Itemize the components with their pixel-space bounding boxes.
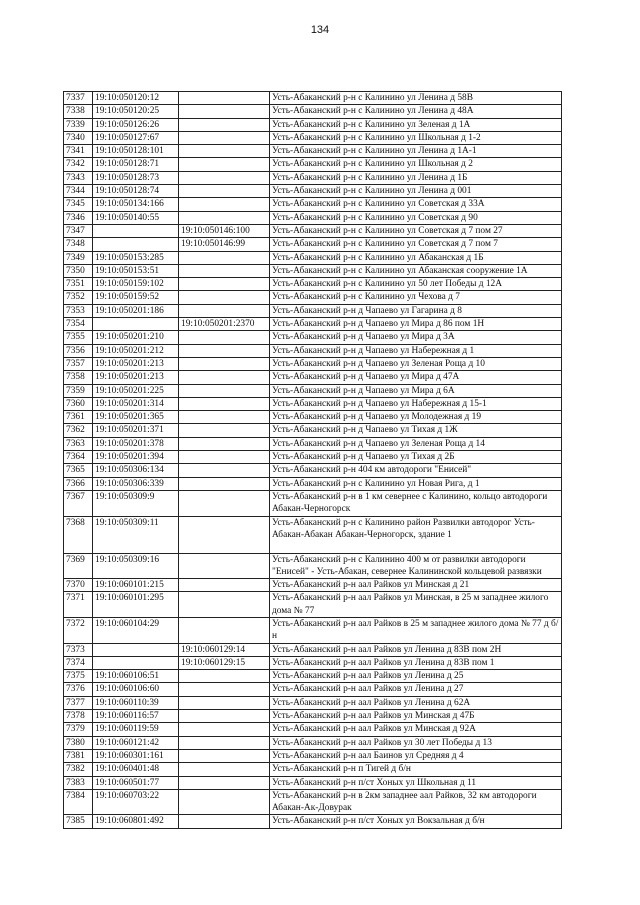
- address-cell: Усть-Абаканский р-н аал Райков ул Минская д 92А: [270, 723, 562, 736]
- cadastral-number-cell: 19:10:050201:186: [93, 304, 179, 317]
- premises-number-cell: [179, 789, 270, 815]
- table-row: [64, 464, 562, 477]
- table-row: [64, 264, 562, 277]
- table-row: [64, 105, 562, 118]
- table-row: [64, 763, 562, 776]
- address-cell: Усть-Абаканский р-н д Чапаево ул Молодежная д 19: [270, 411, 562, 424]
- cadastral-number-cell: [93, 238, 179, 251]
- cadastral-number-cell: 19:10:050126:26: [93, 118, 179, 131]
- address-cell: Усть-Абаканский р-н с Калинино ул Ленина д 48А: [270, 105, 562, 118]
- table-row: [64, 683, 562, 696]
- address-cell: Усть-Абаканский р-н аал Райков ул Ленина д 27: [270, 683, 562, 696]
- premises-number-cell: [179, 411, 270, 424]
- row-number-cell: 7348: [64, 238, 93, 251]
- row-number-cell: 7364: [64, 451, 93, 464]
- cadastral-number-cell: 19:10:050127:67: [93, 131, 179, 144]
- premises-number-cell: 19:10:050201:2370: [179, 318, 270, 331]
- address-cell: Усть-Абаканский р-н с Калинино ул Новая Рига, д 1: [270, 477, 562, 490]
- cadastral-number-cell: [93, 643, 179, 656]
- row-number-cell: 7374: [64, 656, 93, 669]
- table-row: [64, 371, 562, 384]
- cadastral-number-cell: 19:10:050201:365: [93, 411, 179, 424]
- premises-number-cell: [179, 397, 270, 410]
- table-row: [64, 579, 562, 592]
- cadastral-number-cell: 19:10:060101:295: [93, 592, 179, 618]
- cadastral-number-cell: 19:10:060101:215: [93, 579, 179, 592]
- cadastral-number-cell: 19:10:050201:314: [93, 397, 179, 410]
- table-row: [64, 158, 562, 171]
- row-number-cell: 7384: [64, 789, 93, 815]
- cadastral-number-cell: [93, 318, 179, 331]
- address-cell: Усть-Абаканский р-н д Чапаево ул Тихая д 1Ж: [270, 424, 562, 437]
- address-cell: Усть-Абаканский р-н с Калинино ул Советская д 33А: [270, 198, 562, 211]
- address-cell: Усть-Абаканский р-н д Чапаево ул Мира д 3А: [270, 331, 562, 344]
- row-number-cell: 7376: [64, 683, 93, 696]
- premises-number-cell: [179, 357, 270, 370]
- cadastral-number-cell: 19:10:050306:339: [93, 477, 179, 490]
- address-cell: Усть-Абаканский р-н аал Райков ул 30 лет Победы д 13: [270, 736, 562, 749]
- premises-number-cell: [179, 331, 270, 344]
- premises-number-cell: [179, 579, 270, 592]
- row-number-cell: 7370: [64, 579, 93, 592]
- table-row: [64, 710, 562, 723]
- table-row: [64, 617, 562, 643]
- table-row: [64, 185, 562, 198]
- address-cell: Усть-Абаканский р-н с Калинино ул Советская д 7 пом 7: [270, 238, 562, 251]
- premises-number-cell: [179, 171, 270, 184]
- table-row: [64, 145, 562, 158]
- premises-number-cell: [179, 344, 270, 357]
- premises-number-cell: [179, 723, 270, 736]
- row-number-cell: 7349: [64, 251, 93, 264]
- address-cell: Усть-Абаканский р-н с Калинино ул Ленина д 001: [270, 185, 562, 198]
- address-cell: Усть-Абаканский р-н аал Райков ул Ленина д 25: [270, 670, 562, 683]
- address-cell: Усть-Абаканский р-н с Калинино ул Советская д 7 пом 27: [270, 224, 562, 237]
- premises-number-cell: 19:10:050146:100: [179, 224, 270, 237]
- row-number-cell: 7381: [64, 749, 93, 762]
- table-row: [64, 749, 562, 762]
- table-row: [64, 171, 562, 184]
- premises-number-cell: [179, 384, 270, 397]
- premises-number-cell: [179, 185, 270, 198]
- premises-number-cell: [179, 291, 270, 304]
- row-number-cell: 7366: [64, 477, 93, 490]
- table-row: [64, 643, 562, 656]
- premises-number-cell: 19:10:060129:15: [179, 656, 270, 669]
- premises-number-cell: [179, 490, 270, 516]
- premises-number-cell: [179, 696, 270, 709]
- table-row: [64, 437, 562, 450]
- row-number-cell: 7353: [64, 304, 93, 317]
- premises-number-cell: [179, 763, 270, 776]
- row-number-cell: 7368: [64, 516, 93, 553]
- row-number-cell: 7371: [64, 592, 93, 618]
- cadastral-number-cell: 19:10:060801:492: [93, 815, 179, 828]
- premises-number-cell: [179, 145, 270, 158]
- row-number-cell: 7359: [64, 384, 93, 397]
- cadastral-number-cell: 19:10:060104:29: [93, 617, 179, 643]
- cadastral-number-cell: 19:10:050201:371: [93, 424, 179, 437]
- row-number-cell: 7380: [64, 736, 93, 749]
- address-cell: Усть-Абаканский р-н п/ст Хоных ул Вокзальная д б/н: [270, 815, 562, 828]
- row-number-cell: 7375: [64, 670, 93, 683]
- cadastral-number-cell: 19:10:050201:225: [93, 384, 179, 397]
- cadastral-number-cell: 19:10:050201:378: [93, 437, 179, 450]
- premises-number-cell: [179, 464, 270, 477]
- table-row: [64, 776, 562, 789]
- address-cell: Усть-Абаканский р-н д Чапаево ул Гагарина д 8: [270, 304, 562, 317]
- cadastral-number-cell: 19:10:060116:57: [93, 710, 179, 723]
- table-row: [64, 224, 562, 237]
- table-row: [64, 251, 562, 264]
- premises-number-cell: [179, 617, 270, 643]
- row-number-cell: 7378: [64, 710, 93, 723]
- table-row: [64, 723, 562, 736]
- cadastral-number-cell: 19:10:060401:48: [93, 763, 179, 776]
- address-cell: Усть-Абаканский р-н с Калинино ул Ленина д 1А-1: [270, 145, 562, 158]
- row-number-cell: 7345: [64, 198, 93, 211]
- cadastral-number-cell: 19:10:050153:285: [93, 251, 179, 264]
- premises-number-cell: 19:10:060129:14: [179, 643, 270, 656]
- premises-number-cell: [179, 437, 270, 450]
- row-number-cell: 7377: [64, 696, 93, 709]
- address-cell: Усть-Абаканский р-н аал Райков ул Ленина д 62А: [270, 696, 562, 709]
- cadastral-number-cell: 19:10:060106:51: [93, 670, 179, 683]
- cadastral-number-cell: 19:10:050153:51: [93, 264, 179, 277]
- address-cell: Усть-Абаканский р-н аал Райков в 25 м западнее жилого дома № 77 д б/н: [270, 617, 562, 643]
- table-row: [64, 131, 562, 144]
- table-row: [64, 490, 562, 516]
- table-row: [64, 451, 562, 464]
- address-cell: Усть-Абаканский р-н аал Райков ул Минская д 21: [270, 579, 562, 592]
- cadastral-number-cell: 19:10:050306:134: [93, 464, 179, 477]
- premises-number-cell: [179, 516, 270, 553]
- cadastral-number-cell: 19:10:060121:42: [93, 736, 179, 749]
- premises-number-cell: [179, 592, 270, 618]
- page-number: 134: [310, 24, 330, 36]
- row-number-cell: 7346: [64, 211, 93, 224]
- row-number-cell: 7365: [64, 464, 93, 477]
- row-number-cell: 7357: [64, 357, 93, 370]
- row-number-cell: 7360: [64, 397, 93, 410]
- premises-number-cell: [179, 371, 270, 384]
- address-cell: Усть-Абаканский р-н аал Райков ул Минская д 47Б: [270, 710, 562, 723]
- address-cell: Усть-Абаканский р-н в 1 км севернее с Калинино, кольцо автодороги Абакан-Черногорск: [270, 490, 562, 516]
- premises-number-cell: 19:10:050146:99: [179, 238, 270, 251]
- address-cell: Усть-Абаканский р-н с Калинино ул Ленина д 58В: [270, 92, 562, 105]
- cadastral-number-cell: [93, 224, 179, 237]
- address-cell: Усть-Абаканский р-н с Калинино район Развилки автодорог Усть-Абакан-Абакан Абакан-Черногорск, здание 1: [270, 516, 562, 553]
- address-cell: Усть-Абаканский р-н с Калинино ул Советская д 90: [270, 211, 562, 224]
- premises-number-cell: [179, 749, 270, 762]
- cadastral-number-cell: 19:10:050159:102: [93, 278, 179, 291]
- cadastral-number-cell: 19:10:060106:60: [93, 683, 179, 696]
- row-number-cell: 7383: [64, 776, 93, 789]
- table-row: [64, 670, 562, 683]
- row-number-cell: 7344: [64, 185, 93, 198]
- address-cell: Усть-Абаканский р-н аал Баинов ул Средняя д 4: [270, 749, 562, 762]
- address-cell: Усть-Абаканский р-н д Чапаево ул Набережная д 15-1: [270, 397, 562, 410]
- address-cell: Усть-Абаканский р-н аал Райков ул Минская, в 25 м западнее жилого дома № 77: [270, 592, 562, 618]
- address-cell: Усть-Абаканский р-н д Чапаево ул Набережная д 1: [270, 344, 562, 357]
- address-cell: Усть-Абаканский р-н с Калинино 400 м от развилки автодороги "Енисей" - Усть-Абакан, севернее Калининской кольцевой развязки: [270, 553, 562, 579]
- cadastral-number-cell: 19:10:050134:166: [93, 198, 179, 211]
- table-row: [64, 815, 562, 828]
- address-cell: Усть-Абаканский р-н с Калинино ул Абаканская сооружение 1А: [270, 264, 562, 277]
- table-row: [64, 411, 562, 424]
- cadastral-number-cell: 19:10:060301:161: [93, 749, 179, 762]
- table-row: [64, 291, 562, 304]
- cadastral-number-cell: 19:10:050128:71: [93, 158, 179, 171]
- address-cell: Усть-Абаканский р-н с Калинино ул Школьная д 2: [270, 158, 562, 171]
- row-number-cell: 7350: [64, 264, 93, 277]
- cadastral-number-cell: 19:10:050309:11: [93, 516, 179, 553]
- row-number-cell: 7361: [64, 411, 93, 424]
- address-cell: Усть-Абаканский р-н 404 км автодороги "Енисей": [270, 464, 562, 477]
- row-number-cell: 7352: [64, 291, 93, 304]
- premises-number-cell: [179, 278, 270, 291]
- premises-number-cell: [179, 131, 270, 144]
- address-cell: Усть-Абаканский р-н в 2км западнее аал Райков, 32 км автодороги Абакан-Ак-Довурак: [270, 789, 562, 815]
- address-cell: Усть-Абаканский р-н с Калинино ул 50 лет Победы д 12А: [270, 278, 562, 291]
- table-row: [64, 211, 562, 224]
- table-row: [64, 198, 562, 211]
- row-number-cell: 7385: [64, 815, 93, 828]
- address-cell: Усть-Абаканский р-н д Чапаево ул Зеленая Роща д 14: [270, 437, 562, 450]
- address-cell: Усть-Абаканский р-н с Калинино ул Ленина д 1Б: [270, 171, 562, 184]
- table-row: [64, 278, 562, 291]
- row-number-cell: 7342: [64, 158, 93, 171]
- table-row: [64, 357, 562, 370]
- row-number-cell: 7372: [64, 617, 93, 643]
- row-number-cell: 7373: [64, 643, 93, 656]
- row-number-cell: 7339: [64, 118, 93, 131]
- premises-number-cell: [179, 553, 270, 579]
- premises-number-cell: [179, 304, 270, 317]
- premises-number-cell: [179, 251, 270, 264]
- table-row: [64, 304, 562, 317]
- cadastral-number-cell: 19:10:050309:9: [93, 490, 179, 516]
- table-row: [64, 331, 562, 344]
- address-cell: Усть-Абаканский р-н д Чапаево ул Зеленая Роща д 10: [270, 357, 562, 370]
- address-cell: Усть-Абаканский р-н п/ст Хоных ул Школьная д 11: [270, 776, 562, 789]
- premises-number-cell: [179, 477, 270, 490]
- cadastral-number-cell: 19:10:050140:55: [93, 211, 179, 224]
- premises-number-cell: [179, 198, 270, 211]
- cadastral-number-cell: 19:10:060501:77: [93, 776, 179, 789]
- premises-number-cell: [179, 424, 270, 437]
- cadastral-number-cell: 19:10:050128:73: [93, 171, 179, 184]
- premises-number-cell: [179, 815, 270, 828]
- premises-number-cell: [179, 264, 270, 277]
- table-row: [64, 789, 562, 815]
- premises-number-cell: [179, 710, 270, 723]
- table-row: [64, 736, 562, 749]
- address-cell: Усть-Абаканский р-н с Калинино ул Зеленая д 1А: [270, 118, 562, 131]
- address-cell: Усть-Абаканский р-н д Чапаево ул Тихая д 2Б: [270, 451, 562, 464]
- address-cell: Усть-Абаканский р-н д Чапаево ул Мира д 86 пом 1Н: [270, 318, 562, 331]
- row-number-cell: 7341: [64, 145, 93, 158]
- address-cell: Усть-Абаканский р-н аал Райков ул Ленина д 83В пом 2Н: [270, 643, 562, 656]
- premises-number-cell: [179, 683, 270, 696]
- address-cell: Усть-Абаканский р-н с Калинино ул Чехова д 7: [270, 291, 562, 304]
- premises-number-cell: [179, 736, 270, 749]
- cadastral-number-cell: 19:10:050128:101: [93, 145, 179, 158]
- table-row: [64, 656, 562, 669]
- row-number-cell: 7347: [64, 224, 93, 237]
- row-number-cell: 7356: [64, 344, 93, 357]
- row-number-cell: 7337: [64, 92, 93, 105]
- table-row: [64, 397, 562, 410]
- row-number-cell: 7379: [64, 723, 93, 736]
- premises-number-cell: [179, 92, 270, 105]
- cadastral-number-cell: 19:10:050120:12: [93, 92, 179, 105]
- premises-number-cell: [179, 118, 270, 131]
- address-cell: Усть-Абаканский р-н п Тигей д б/н: [270, 763, 562, 776]
- row-number-cell: 7351: [64, 278, 93, 291]
- premises-number-cell: [179, 670, 270, 683]
- cadastral-number-cell: 19:10:050309:16: [93, 553, 179, 579]
- row-number-cell: 7343: [64, 171, 93, 184]
- registry-table: [63, 91, 562, 829]
- row-number-cell: 7382: [64, 763, 93, 776]
- cadastral-number-cell: 19:10:060110:39: [93, 696, 179, 709]
- premises-number-cell: [179, 158, 270, 171]
- table-row: [64, 516, 562, 553]
- table-row: [64, 696, 562, 709]
- table-row: [64, 553, 562, 579]
- cadastral-number-cell: 19:10:050201:210: [93, 331, 179, 344]
- cadastral-number-cell: 19:10:050201:394: [93, 451, 179, 464]
- premises-number-cell: [179, 211, 270, 224]
- premises-number-cell: [179, 451, 270, 464]
- cadastral-number-cell: 19:10:050159:52: [93, 291, 179, 304]
- cadastral-number-cell: 19:10:050201:213: [93, 357, 179, 370]
- row-number-cell: 7340: [64, 131, 93, 144]
- premises-number-cell: [179, 776, 270, 789]
- cadastral-number-cell: 19:10:050120:25: [93, 105, 179, 118]
- cadastral-number-cell: 19:10:050201:213: [93, 371, 179, 384]
- address-cell: Усть-Абаканский р-н д Чапаево ул Мира д 47А: [270, 371, 562, 384]
- row-number-cell: 7338: [64, 105, 93, 118]
- table-row: [64, 318, 562, 331]
- table-row: [64, 344, 562, 357]
- address-cell: Усть-Абаканский р-н с Калинино ул Школьная д 1-2: [270, 131, 562, 144]
- row-number-cell: 7362: [64, 424, 93, 437]
- premises-number-cell: [179, 105, 270, 118]
- table-row: [64, 424, 562, 437]
- row-number-cell: 7363: [64, 437, 93, 450]
- cadastral-number-cell: 19:10:060703:22: [93, 789, 179, 815]
- table-row: [64, 592, 562, 618]
- address-cell: Усть-Абаканский р-н д Чапаево ул Мира д 6А: [270, 384, 562, 397]
- table-row: [64, 238, 562, 251]
- row-number-cell: 7355: [64, 331, 93, 344]
- row-number-cell: 7358: [64, 371, 93, 384]
- table-row: [64, 384, 562, 397]
- cadastral-number-cell: [93, 656, 179, 669]
- cadastral-number-cell: 19:10:060119:59: [93, 723, 179, 736]
- table-row: [64, 477, 562, 490]
- address-cell: Усть-Абаканский р-н с Калинино ул Абаканская д 1Б: [270, 251, 562, 264]
- table-row: [64, 92, 562, 105]
- address-cell: Усть-Абаканский р-н аал Райков ул Ленина д 83В пом 1: [270, 656, 562, 669]
- row-number-cell: 7367: [64, 490, 93, 516]
- table-row: [64, 118, 562, 131]
- cadastral-number-cell: 19:10:050201:212: [93, 344, 179, 357]
- row-number-cell: 7369: [64, 553, 93, 579]
- row-number-cell: 7354: [64, 318, 93, 331]
- cadastral-number-cell: 19:10:050128:74: [93, 185, 179, 198]
